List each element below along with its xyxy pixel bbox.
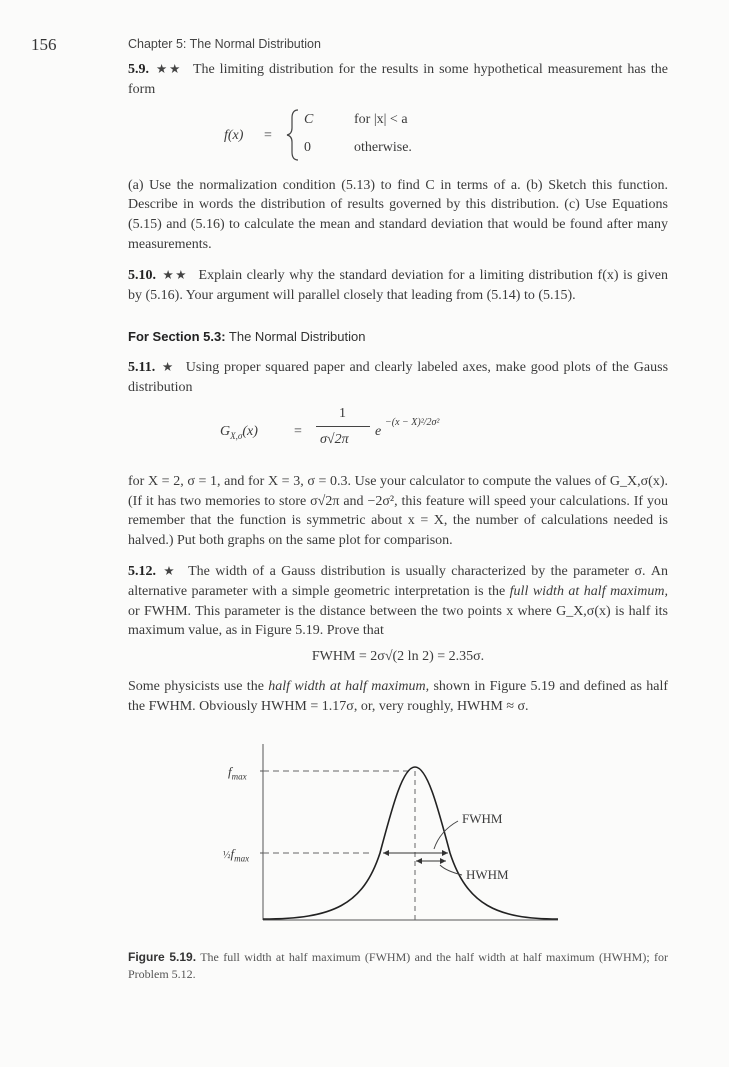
emphasis-hwhm: half width at half maximum,	[268, 678, 430, 694]
eq-numerator: 1	[339, 405, 346, 421]
label-hwhm: HWHM	[466, 866, 509, 882]
piecewise-equation	[128, 106, 668, 164]
figure-5-19	[128, 729, 668, 939]
difficulty-stars: ★★	[162, 267, 188, 282]
fwhm-arrowhead-right	[442, 850, 448, 856]
eq-exponent: −(x − X)²/2σ²	[385, 416, 440, 428]
problem-text: Explain clearly why the standard deviation for a limiting distribution f(x) is given by (5.16). Your argument will parallel closely that leading from (5.14) to (5.15).	[128, 267, 669, 303]
problem-number: 5.10.	[128, 267, 156, 283]
difficulty-stars: ★★	[155, 62, 183, 76]
gauss-plot	[128, 729, 668, 939]
gauss-equation	[128, 404, 668, 460]
emphasis-fwhm: full width at half maximum,	[509, 583, 668, 599]
difficulty-stars: ★	[163, 563, 177, 578]
section-heading	[128, 327, 668, 347]
section-title: The Normal Distribution	[228, 329, 366, 345]
eq-exp-base: e	[375, 423, 382, 439]
problem-text: Using proper squared paper and clearly labeled axes, make good plots of the Gauss distribution	[128, 360, 669, 395]
label-fmax: $f_{max}$	[228, 763, 247, 782]
fwhm-equation: FWHM = 2σ√(2 ln 2) = 2.35σ.	[311, 649, 485, 665]
page-number: 156	[31, 35, 57, 54]
problem-5-12-part-1: 5.12. ★ The width of a Gauss distribution is usually characterized by the parameter σ. An alternative parameter with a simple geometric interpretation is the full width at half maximum, or FWHM. This parameter is the distance between the two points x where G_X,σ(x) is half its maximum value, as in Figure 5.19. Prove that	[128, 563, 668, 639]
gauss-curve	[263, 767, 558, 919]
page-content	[128, 60, 668, 983]
problem-5-11-body: for X = 2, σ = 1, and for X = 3, σ = 0.3. Use your calculator to compute the values of G_X,σ(x). (If it has two memories to store σ√2π and −2σ², this feature will speed your calculations. If you remember that the function is symmetric about x = X, the number of calculations needed is halved.) Put both graphs on the same plot for comparison.	[128, 473, 668, 549]
hwhm-arrowhead-right	[440, 858, 446, 864]
problem-5-10	[128, 266, 668, 306]
problem-5-12-part-2: Some physicists use the half width at half maximum, shown in Figure 5.19 and defined as half the FWHM. Obviously HWHM = 1.17σ, or, very roughly, HWHM ≈ σ.	[128, 678, 669, 714]
eq-cond-2: otherwise.	[354, 139, 412, 155]
running-head: Chapter 5: The Normal Distribution	[128, 37, 321, 51]
left-brace	[286, 108, 300, 162]
eq-lhs: $G_{X,\sigma}(x)$	[220, 423, 258, 441]
caption-text: The full width at half maximum (FWHM) and the half width at half maximum (HWHM); for Problem 5.12.	[128, 949, 668, 981]
eq-case-1: C	[304, 111, 314, 127]
caption-label: Figure 5.19.	[128, 949, 197, 964]
fwhm-arrowhead-left	[383, 850, 389, 856]
problem-text: The limiting distribution for the results in some hypothetical measurement has the form	[128, 62, 669, 97]
difficulty-stars: ★	[162, 360, 175, 375]
problem-number: 5.11.	[128, 360, 156, 376]
problem-5-9-body: (a) Use the normalization condition (5.13) to find C in terms of a. (b) Sketch this function. Describe in words the distribution of results governed by this distribution. (c) Use Equations (5.15) and (5.16) to calculate the mean and standard deviation that would be found after many measurements.	[128, 177, 668, 252]
hwhm-arrowhead-left	[416, 858, 422, 864]
section-prefix: For Section 5.3:	[128, 329, 226, 345]
eq-cond-1: for |x| < a	[354, 111, 408, 127]
problem-number: 5.9.	[128, 62, 149, 77]
eq-equals: =	[264, 127, 272, 143]
problem-5-11-intro	[128, 358, 668, 398]
problem-5-9-intro	[128, 60, 668, 100]
label-fwhm: FWHM	[462, 810, 503, 826]
eq-case-2: 0	[304, 139, 311, 155]
eq-denominator: σ√2π	[320, 431, 349, 447]
fraction-bar	[316, 426, 370, 427]
label-half-fmax: $\frac{1}{2}f_{max}$	[223, 845, 250, 864]
problem-number: 5.12.	[128, 563, 156, 579]
fwhm-leader	[434, 821, 458, 849]
figure-caption	[128, 949, 668, 983]
eq-equals: =	[294, 423, 302, 439]
eq-lhs: f(x)	[224, 127, 244, 143]
